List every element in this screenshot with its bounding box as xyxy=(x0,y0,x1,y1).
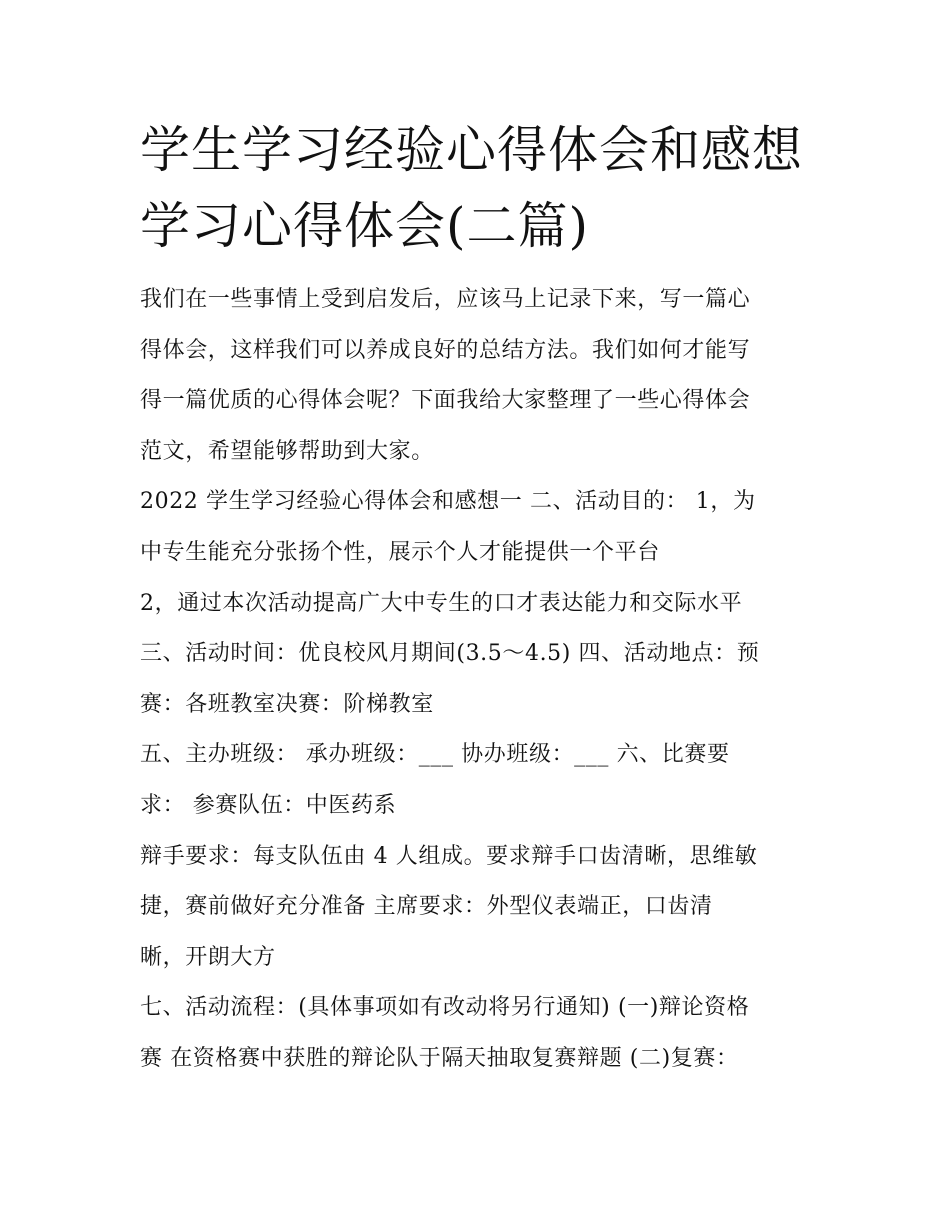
body-line: 得体会，这样我们可以养成良好的总结方法。我们如何才能写 xyxy=(140,337,751,363)
document-body xyxy=(140,275,820,1085)
body-line: 2，通过本次活动提高广大中专生的口才表达能力和交际水平 xyxy=(140,590,743,616)
body-line: 三、活动时间：优良校风月期间(3.5～4.5) 四、活动地点：预 xyxy=(140,641,760,667)
body-line: 我们在一些事情上受到启发后，应该马上记录下来，写一篇心 xyxy=(140,287,751,312)
body-line: 求： 参赛队伍：中医药系 xyxy=(140,792,397,818)
body-line: 得一篇优质的心得体会呢？下面我给大家整理了一些心得体会 xyxy=(140,388,751,414)
document-title xyxy=(140,112,840,264)
body-line: 七、活动流程：(具体事项如有改动将另行通知) (一)辩论资格 xyxy=(140,995,750,1021)
body-line: 五、主办班级： 承办班级：___ 协办班级：___ 六、比赛要 xyxy=(140,742,730,768)
body-line: 范文，希望能够帮助到大家。 xyxy=(140,438,434,464)
body-line: 赛 在资格赛中获胜的辩论队于隔天抽取复赛辩题 (二)复赛： xyxy=(140,1045,739,1071)
body-line: 捷，赛前做好充分准备 主席要求：外型仪表端正，口齿清 xyxy=(140,894,713,920)
body-line: 中专生能充分张扬个性，展示个人才能提供一个平台 xyxy=(140,539,660,565)
body-line: 赛：各班教室决赛：阶梯教室 xyxy=(140,691,434,717)
title-line-1: 学生学习经验心得体会和感想 xyxy=(140,121,803,179)
body-line: 辩手要求：每支队伍由 4 人组成。要求辩手口齿清晰，思维敏 xyxy=(140,843,758,869)
title-line-2: 学习心得体会(二篇) xyxy=(140,197,590,255)
body-line: 2022 学生学习经验心得体会和感想一 二、活动目的： 1，为 xyxy=(140,489,756,515)
body-line: 晰，开朗大方 xyxy=(140,944,276,970)
